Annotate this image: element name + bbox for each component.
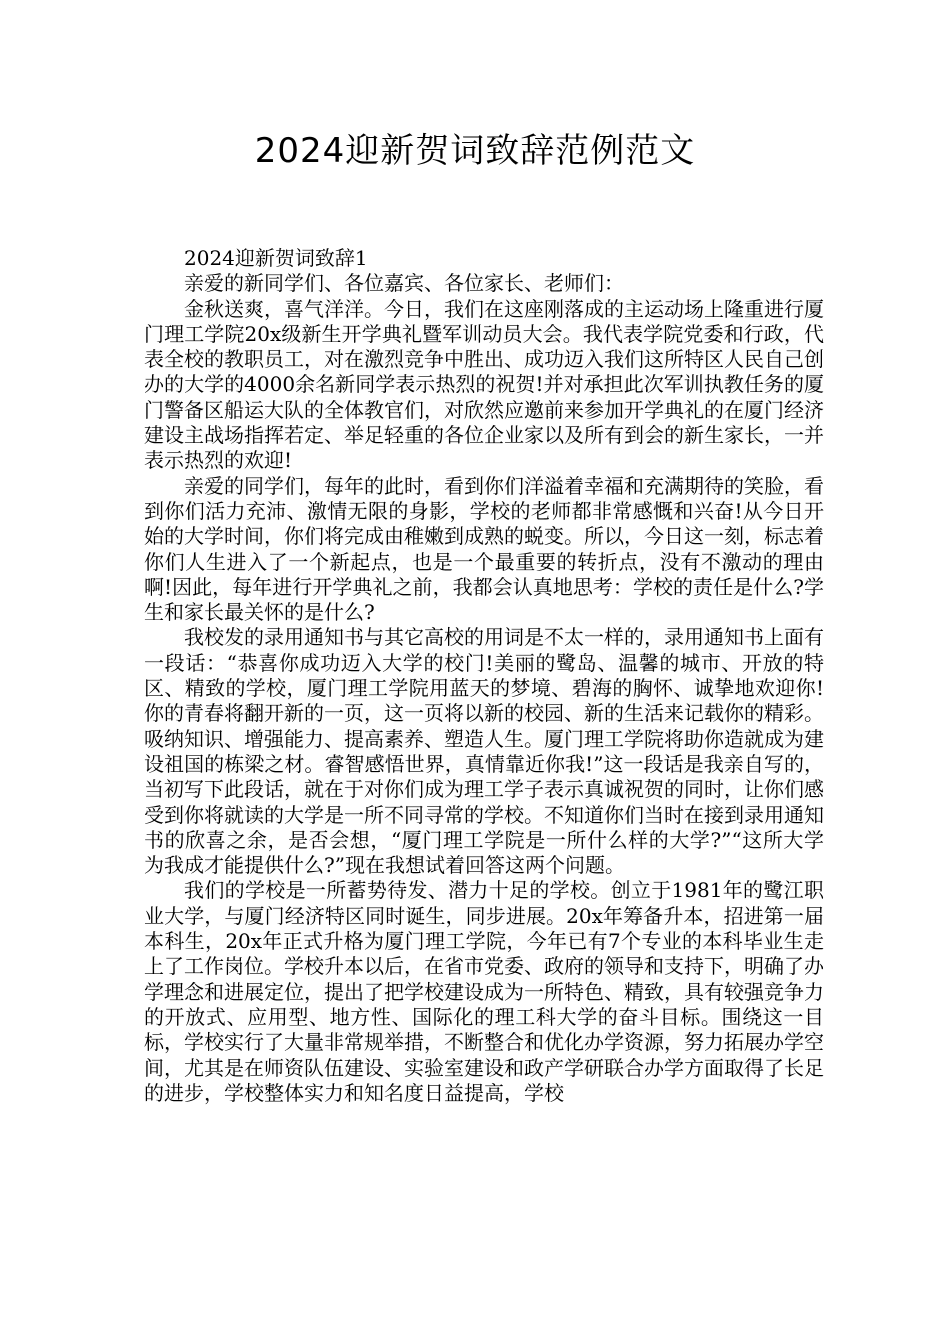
paragraph-4: 我们的学校是一所蓄势待发、潜力十足的学校。创立于1981年的鹭江职业大学，与厦门经济特区同时诞生，同步进展。20x年筹备升本，招进第一届本科生，20x年正式升格为厦门理工学院，今年已有7个专业的本科毕业生走上了工作岗位。学校升本以后，在省市党委、政府的领导和支持下，明确了办学理念和进展定位，提出了把学校建设成为一所特色、精致，具有较强竞争力的开放式、应用型、地方性、国际化的理工科大学的奋斗目标。围绕这一目标，学校实行了大量非常规举措，不断整合和优化办学资源，努力拓展办学空间，尤其是在师资队伍建设、实验室建设和政产学研联合办学方面取得了长足的进步，学校整体实力和知名度日益提高，学校: [144, 878, 824, 1105]
paragraph-3: 我校发的录用通知书与其它高校的用词是不太一样的，录用通知书上面有一段话：“恭喜你成功迈入大学的校门!美丽的鹭岛、温馨的城市、开放的特区、精致的学校，厦门理工学院用蓝天的梦境、碧海的胸怀、诚挚地欢迎你!你的青春将翻开新的一页，这一页将以新的校园、新的生活来记载你的精彩。吸纳知识、增强能力、提高素养、塑造人生。厦门理工学院将助你造就成为建设祖国的栋梁之材。睿智感悟世界，真情靠近你我!”这一段话是我亲自写的，当初写下此段话，就在于对你们成为理工学子表示真诚祝贺的同时，让你们感受到你将就读的大学是一所不同寻常的学校。不知道你们当时在接到录用通知书的欣喜之余，是否会想，“厦门理工学院是一所什么样的大学?”“这所大学为我成才能提供什么?”现在我想试着回答这两个问题。: [144, 625, 824, 878]
paragraph-1: 金秋送爽，喜气洋洋。今日，我们在这座刚落成的主运动场上隆重进行厦门理工学院20x级新生开学典礼暨军训动员大会。我代表学院党委和行政，代表全校的教职员工，对在激烈竞争中胜出、成功迈入我们这所特区人民自己创办的大学的4000余名新同学表示热烈的祝贺!并对承担此次军训执教任务的厦门警备区船运大队的全体教官们，对欣然应邀前来参加开学典礼的在厦门经济建设主战场指挥若定、举足轻重的各位企业家以及所有到会的新生家长，一并表示热烈的欢迎!: [144, 296, 824, 473]
paragraph-2: 亲爱的同学们，每年的此时，看到你们洋溢着幸福和充满期待的笑脸，看到你们活力充沛、激情无限的身影，学校的老师都非常感慨和兴奋!从今日开始的大学时间，你们将完成由稚嫩到成熟的蜕变。所以，今日这一刻，标志着你们人生进入了一个新起点，也是一个最重要的转折点，没有不激动的理由啊!因此，每年进行开学典礼之前，我都会认真地思考：学校的责任是什么?学生和家长最关怀的是什么?: [144, 473, 824, 625]
salutation: 亲爱的新同学们、各位嘉宾、各位家长、老师们：: [184, 271, 624, 296]
document-body: [144, 246, 824, 1106]
document-title: 2024迎新贺词致辞范例范文: [254, 131, 696, 171]
section-heading: 2024迎新贺词致辞1: [184, 246, 368, 270]
